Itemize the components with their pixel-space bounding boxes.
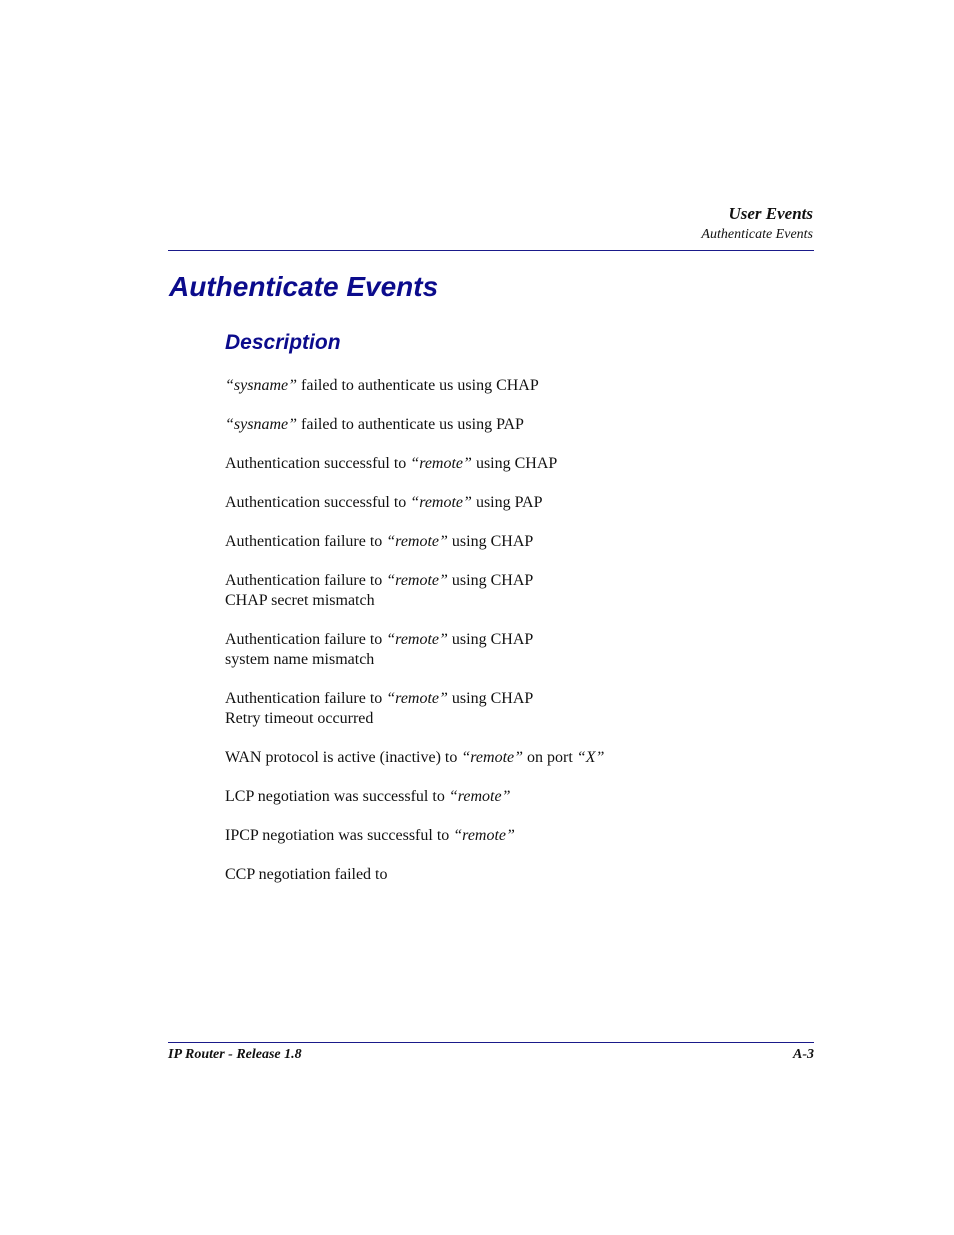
event-text: LCP negotiation was successful to	[225, 788, 449, 805]
event-item	[225, 689, 785, 729]
event-variable: “sysname”	[225, 377, 298, 394]
event-text: WAN protocol is active (inactive) to	[225, 749, 462, 766]
event-text: failed to authenticate us using CHAP	[297, 377, 539, 394]
event-line	[225, 787, 785, 807]
event-detail: CHAP secret mismatch	[225, 592, 375, 609]
event-variable: “remote”	[453, 827, 515, 844]
event-line	[225, 630, 785, 650]
event-item	[225, 630, 785, 670]
event-detail: system name mismatch	[225, 651, 375, 668]
event-line	[225, 493, 785, 513]
event-line	[225, 376, 785, 396]
event-text: Authentication failure to	[225, 631, 387, 648]
event-text: using CHAP	[471, 455, 558, 472]
event-item	[225, 826, 785, 846]
chapter-title: User Events	[728, 204, 813, 223]
event-variable: “remote”	[410, 455, 472, 472]
page-footer	[168, 1045, 814, 1065]
event-variable: “remote”	[448, 788, 511, 805]
footer-product: IP Router - Release 1.8	[168, 1047, 302, 1062]
event-text: Authentication failure to	[225, 533, 387, 550]
event-text: Authentication failure to	[225, 690, 387, 707]
footer-rule	[168, 1042, 814, 1043]
event-text: using CHAP	[447, 533, 534, 550]
event-line	[225, 532, 785, 552]
event-item	[225, 571, 785, 611]
event-variable: “remote”	[386, 533, 448, 550]
header-rule	[168, 250, 814, 251]
event-text: failed to authenticate us using PAP	[297, 416, 524, 433]
event-variable: “sysname”	[225, 416, 298, 433]
event-item	[225, 748, 785, 768]
event-item	[225, 532, 785, 552]
event-list	[225, 376, 785, 904]
event-line	[225, 454, 785, 474]
event-line	[225, 865, 785, 885]
event-line	[225, 748, 785, 768]
section-heading: Description	[225, 331, 341, 354]
event-item	[225, 376, 785, 396]
event-text: using CHAP	[447, 690, 534, 707]
section-title: Authenticate Events	[701, 227, 813, 242]
event-variable: “remote”	[386, 631, 448, 648]
event-line	[225, 415, 785, 435]
event-text: using CHAP	[447, 572, 534, 589]
event-variable: “remote”	[386, 572, 448, 589]
event-variable: “remote”	[386, 690, 448, 707]
page-title: Authenticate Events	[169, 271, 439, 302]
event-text: using CHAP	[447, 631, 534, 648]
event-item	[225, 454, 785, 474]
event-item	[225, 865, 785, 885]
event-text: Authentication failure to	[225, 572, 387, 589]
event-text: Authentication successful to	[225, 494, 411, 511]
event-text: Authentication successful to	[225, 455, 411, 472]
event-line	[225, 689, 785, 709]
event-text: on port	[523, 749, 577, 766]
event-text: using PAP	[471, 494, 543, 511]
event-detail: Retry timeout occurred	[225, 710, 374, 727]
event-item	[225, 493, 785, 513]
running-header	[701, 204, 813, 246]
event-text: CCP negotiation failed to	[225, 866, 388, 883]
event-variable: “X”	[576, 749, 605, 766]
event-variable: “remote”	[410, 494, 472, 511]
page-number: A-3	[793, 1047, 814, 1062]
event-line	[225, 571, 785, 591]
event-text: IPCP negotiation was successful to	[225, 827, 454, 844]
event-variable: “remote”	[461, 749, 524, 766]
event-item	[225, 787, 785, 807]
event-line	[225, 826, 785, 846]
event-item	[225, 415, 785, 435]
